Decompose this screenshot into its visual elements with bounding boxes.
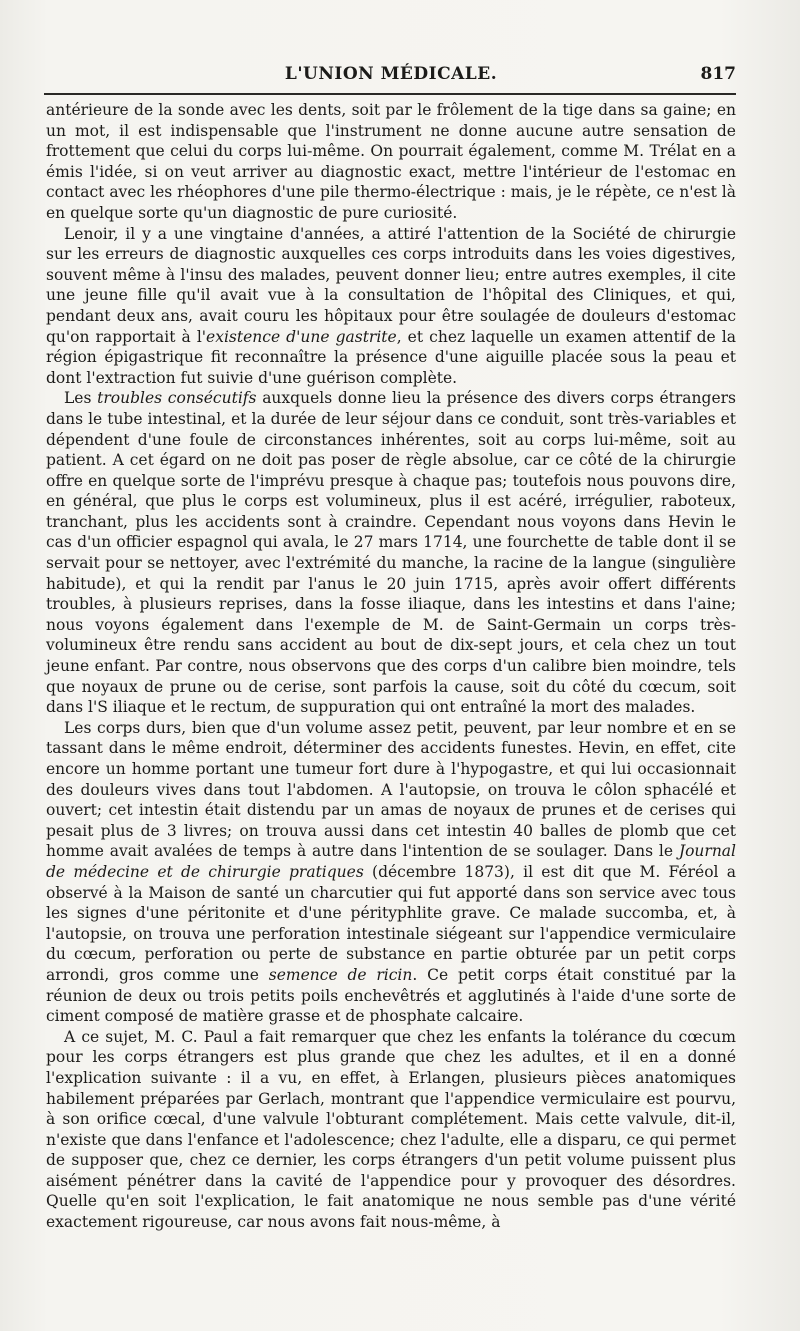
text-run: A ce sujet, M. C. Paul a fait remarquer que chez les enfants la tolérance du cœcum pour les corps étrangers est plus grande que chez les adultes, et il en a donné l'explication suivante : il a vu, en effet, à Erlangen, plusieurs pièces anatomiques habilement préparées par Gerlach, montrant que l'appendice vermiculaire est pourvu, à son orifice cœcal, d'une valvule l'obturant complétement. Mais cette valvule, dit-il, n'existe que dans l'enfance et l'adolescence; chez l'adulte, elle a disparu, ce qui permet de supposer que, chez ce dernier, les corps étrangers d'un petit volume puissent plus aisément pénétrer dans la cavité de l'appendice pour y provoquer des désordres. Quelle qu'en soit l'explication, le fait anatomique ne nous semble pas d'une vérité exactement rigoureuse, car nous avons fait nous-même, à xyxy=(46,1027,736,1232)
paragraph xyxy=(46,388,736,718)
paragraph xyxy=(46,100,736,224)
paragraph xyxy=(46,718,736,1027)
italic-run: semence de ricin xyxy=(268,965,413,984)
page-number: 817 xyxy=(700,64,736,84)
italic-run: troubles consécutifs xyxy=(97,389,257,408)
text-run: auxquels donne lieu la présence des divers corps étrangers dans le tube intestinal, et la durée de leur séjour dans ce conduit, sont très-variables et dépendent d'une foule de circonstances inhérentes, soit au corps lui-même, soit au patient. A cet égard on ne doit pas poser de règle absolue, car ce côté de la chirurgie offre en quelque sorte de l'imprévu presque à chaque pas; toutefois nous pouvons dire, en général, que plus le corps est volumineux, plus il est acéré, irrégulier, raboteux, tranchant, plus les accidents sont à craindre. Cependant nous voyons dans Hevin le cas d'un officier espagnol qui avala, le 27 mars 1714, une fourchette de table dont il se servait pour se nettoyer, avec l'extrémité du manche, la racine de la langue (singulière habitude), et qui la rendit par l'anus le 20 juin 1715, après avoir offert différents troubles, à plusieurs reprises, dans la fosse iliaque, dans les intestins et dans l'aine; nous voyons également dans l'exemple de M. de Saint-Germain un corps très-volumineux être rendu sans accident au bout de dix-sept jours, et cela chez un tout jeune enfant. Par contre, nous observons que des corps d'un calibre bien moindre, tels que noyaux de prune ou de cerise, sont parfois la cause, soit du côté du cœcum, soit dans l'S iliaque et le rectum, de suppuration qui ont entraîné la mort des malades. xyxy=(46,389,736,717)
text-run: . Ce petit corps était constitué par la réunion de deux ou trois petits poils enchevêtrés et agglutinés à l'aide d'une sorte de ciment composé de matière grasse et de phosphate calcaire. xyxy=(46,965,736,1026)
header-rule xyxy=(44,93,736,95)
text-run: antérieure de la sonde avec les dents, soit par le frôlement de la tige dans sa gaine; en un mot, il est indispensable que l'instrument ne donne aucune autre sensation de frottement que celui du corps lui-même. On pourrait également, comme M. Trélat en a émis l'idée, si on veut arriver au diagnostic exact, mettre l'intérieur de l'estomac en contact avec les rhéophores d'une pile thermo-électrique : mais, je le répète, ce n'est là en quelque sorte qu'un diagnostic de pure curiosité. xyxy=(46,101,736,222)
text-run: Lenoir, il y a une vingtaine d'années, a attiré l'attention de la Société de chirurgie sur les erreurs de diagnostic auxquelles ces corps introduits dans les voies digestives, souvent même à l'insu des malades, peuvent donner lieu; entre autres exemples, il cite une jeune fille qu'il avait vue à la consultation de l'hôpital des Cliniques, et qui, pendant deux ans, avait couru les hôpitaux pour être soulagée de douleurs d'estomac qu'on rapportait à l' xyxy=(46,224,736,346)
paragraph xyxy=(46,224,736,389)
text-run: Les xyxy=(64,389,98,408)
paragraph xyxy=(46,1027,736,1233)
italic-run: Journal de médecine et de chirurgie pratiques xyxy=(46,842,736,881)
body-text xyxy=(46,100,736,1233)
italic-run: existence d'une gastrite xyxy=(206,327,397,346)
text-run: Les corps durs, bien que d'un volume assez petit, peuvent, par leur nombre et en se tassant dans le même endroit, déterminer des accidents funestes. Hevin, en effet, cite encore un homme portant une tumeur fort dure à l'hypogastre, et qui lui occasionnait des douleurs vives dans tout l'abdomen. A l'autopsie, on trouva le côlon sphacélé et ouvert; cet intestin était distendu par un amas de noyaux de prunes et de cerises qui pesait plus de 3 livres; on trouva aussi dans cet intestin 40 balles de plomb que cet homme avait avalées de temps à autre dans l'intention de se soulager. Dans le xyxy=(46,718,736,861)
journal-title: L'UNION MÉDICALE. xyxy=(284,64,498,84)
text-run: (décembre 1873), il est dit que M. Féréol a observé à la Maison de santé un charcutier qui fut apporté dans son service avec tous les signes d'une péritonite et d'une pérityphlite grave. Ce malade succomba, et, à l'autopsie, on trouva une perforation intestinale siégeant sur l'appendice vermiculaire du cœcum, perforation ou perte de substance en partie obturée par un petit corps arrondi, gros comme une xyxy=(46,862,736,984)
running-header xyxy=(46,64,736,86)
text-run: , et chez laquelle un examen attentif de la région épigastrique fit reconnaître la présence d'une aiguille placée sous la peau et dont l'extraction fut suivie d'une guérison complète. xyxy=(46,327,736,387)
